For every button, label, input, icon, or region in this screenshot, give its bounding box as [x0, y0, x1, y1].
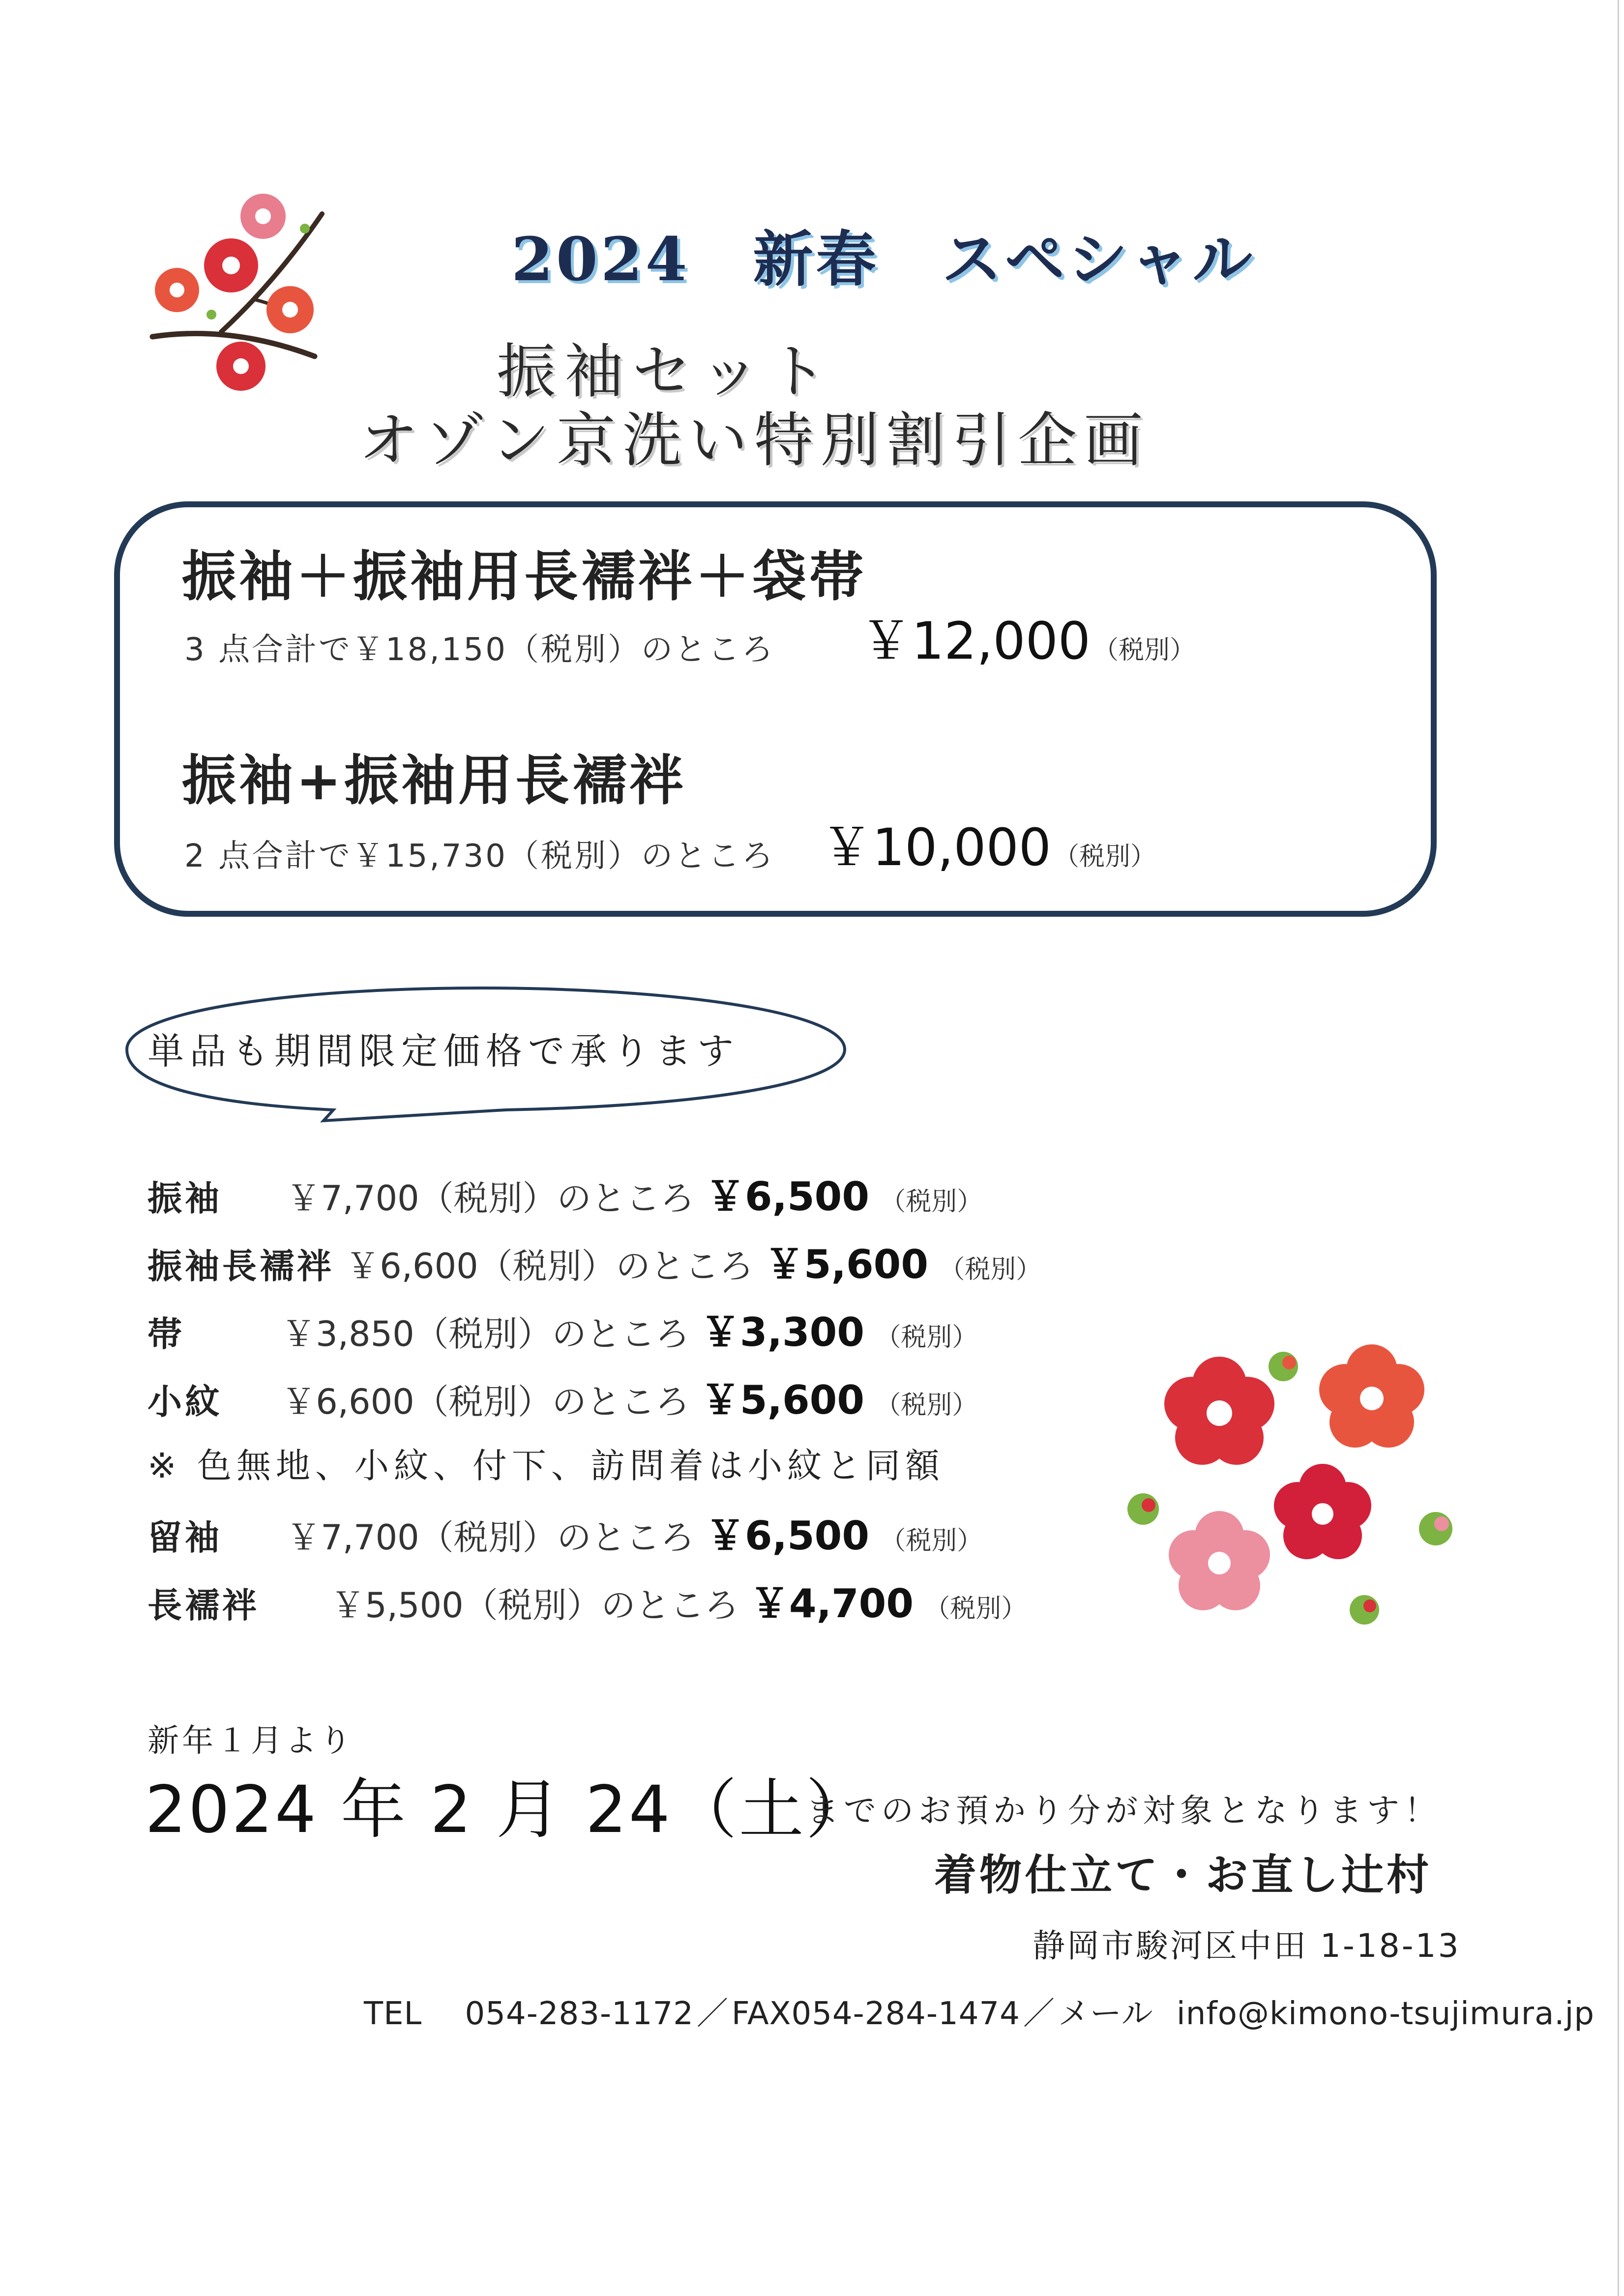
item-name: 小紋 [148, 1382, 222, 1422]
tel-number[interactable]: 054-283-1172 [465, 1996, 694, 2032]
shop-address: 静岡市駿河区中田 1-18-13 [1033, 1927, 1461, 1965]
bud-icon [1127, 1493, 1159, 1525]
bud-icon [1419, 1512, 1452, 1545]
plum-blossom-icon [216, 342, 266, 391]
plum-blossom-icon [155, 268, 199, 312]
plum-blossom-icon [1169, 1511, 1270, 1610]
bud-icon [1350, 1595, 1379, 1625]
item-tax: （税別） [880, 1526, 983, 1556]
separator: ／ [1023, 1996, 1055, 2032]
plum-blossom-icon [1164, 1357, 1274, 1465]
contact-line [364, 1988, 1597, 2034]
item-price: ￥6,500 [705, 1174, 869, 1220]
plum-blossom-icon [1319, 1344, 1424, 1448]
subtitle-line1: 振袖セット [497, 338, 836, 406]
item-note: ※ 色無地、小紋、付下、訪問着は小紋と同額 [148, 1446, 945, 1486]
item-original-price: ￥6,600（税別）のところ [281, 1382, 690, 1422]
set-2-heading: 振袖+振袖用長襦袢 [182, 749, 687, 812]
item-name: 長襦袢 [148, 1585, 260, 1626]
plum-branch-illustration [143, 187, 334, 403]
item-row [148, 1504, 982, 1561]
plum-blossom-icon [1274, 1464, 1371, 1559]
item-tax: （税別） [880, 1187, 983, 1217]
item-price: ￥3,300 [700, 1309, 864, 1355]
set-2-tax: （税別） [1054, 842, 1156, 872]
set-1-heading: 振袖＋振袖用長襦袢＋袋帯 [182, 545, 866, 608]
plum-blossom-icon [204, 238, 258, 292]
bubble-text: 単品も期間限定価格で承ります [148, 1030, 739, 1073]
plum-blossom-icon [240, 194, 286, 239]
item-original-price: ￥7,700（税別）のところ [286, 1178, 695, 1219]
set-2-price-group [821, 806, 1156, 880]
item-name: 帯 [148, 1314, 185, 1354]
mail-label: メール [1058, 1996, 1153, 2032]
item-tax: （税別） [939, 1255, 1042, 1284]
item-original-price: ￥5,500（税別）のところ [330, 1585, 739, 1626]
page-title: 2024 新春 スペシャル [511, 224, 1256, 294]
item-price: ￥5,600 [764, 1242, 928, 1287]
item-tax: （税別） [875, 1323, 978, 1352]
shop-name: 着物仕立て・お直し辻村 [934, 1851, 1432, 1900]
item-name: 留袖 [148, 1517, 222, 1558]
set-2-price: ￥10,000 [821, 817, 1051, 877]
item-price: ￥5,600 [700, 1377, 864, 1423]
item-tax: （税別） [924, 1594, 1027, 1624]
set-1-original-price: 3 点合計で￥18,150（税別）のところ [184, 632, 775, 668]
item-tax: （税別） [875, 1391, 978, 1420]
item-name: 振袖長襦袢 [148, 1246, 334, 1286]
item-row [148, 1233, 1041, 1289]
subtitle-line2: オゾン京洗い特別割引企画 [359, 407, 1150, 475]
plum-blossom-icon [266, 286, 314, 333]
tel-label: TEL [364, 1996, 422, 2032]
period-prefix: 新年１月より [148, 1723, 354, 1759]
item-original-price: ￥7,700（税別）のところ [286, 1517, 695, 1558]
period-date: 2024 年 2 月 24（土） [145, 1772, 873, 1848]
fax-number: FAX054-284-1474 [731, 1996, 1020, 2032]
item-price: ￥6,500 [705, 1513, 869, 1559]
separator: ／ [696, 1996, 729, 2032]
item-row [148, 1301, 977, 1357]
set-1-price: ￥12,000 [860, 611, 1091, 671]
item-price: ￥4,700 [749, 1581, 914, 1627]
item-name: 振袖 [148, 1178, 222, 1219]
item-original-price: ￥6,600（税別）のところ [345, 1246, 754, 1286]
set-1-price-group [860, 600, 1195, 673]
email-link[interactable]: info@kimono-tsujimura.jp [1176, 1996, 1595, 2032]
scan-edge-line [1618, 0, 1619, 2296]
item-row [148, 1165, 982, 1221]
bud-icon [1269, 1352, 1298, 1381]
set-1-tax: （税別） [1093, 636, 1196, 665]
set-2-original-price: 2 点合計で￥15,730（税別）のところ [184, 838, 775, 874]
plum-flowers-illustration [1111, 1327, 1465, 1642]
item-original-price: ￥3,850（税別）のところ [281, 1314, 690, 1354]
item-row [148, 1572, 1027, 1628]
item-row [148, 1368, 977, 1425]
period-suffix: までのお預かり分が対象となります！ [806, 1792, 1442, 1830]
